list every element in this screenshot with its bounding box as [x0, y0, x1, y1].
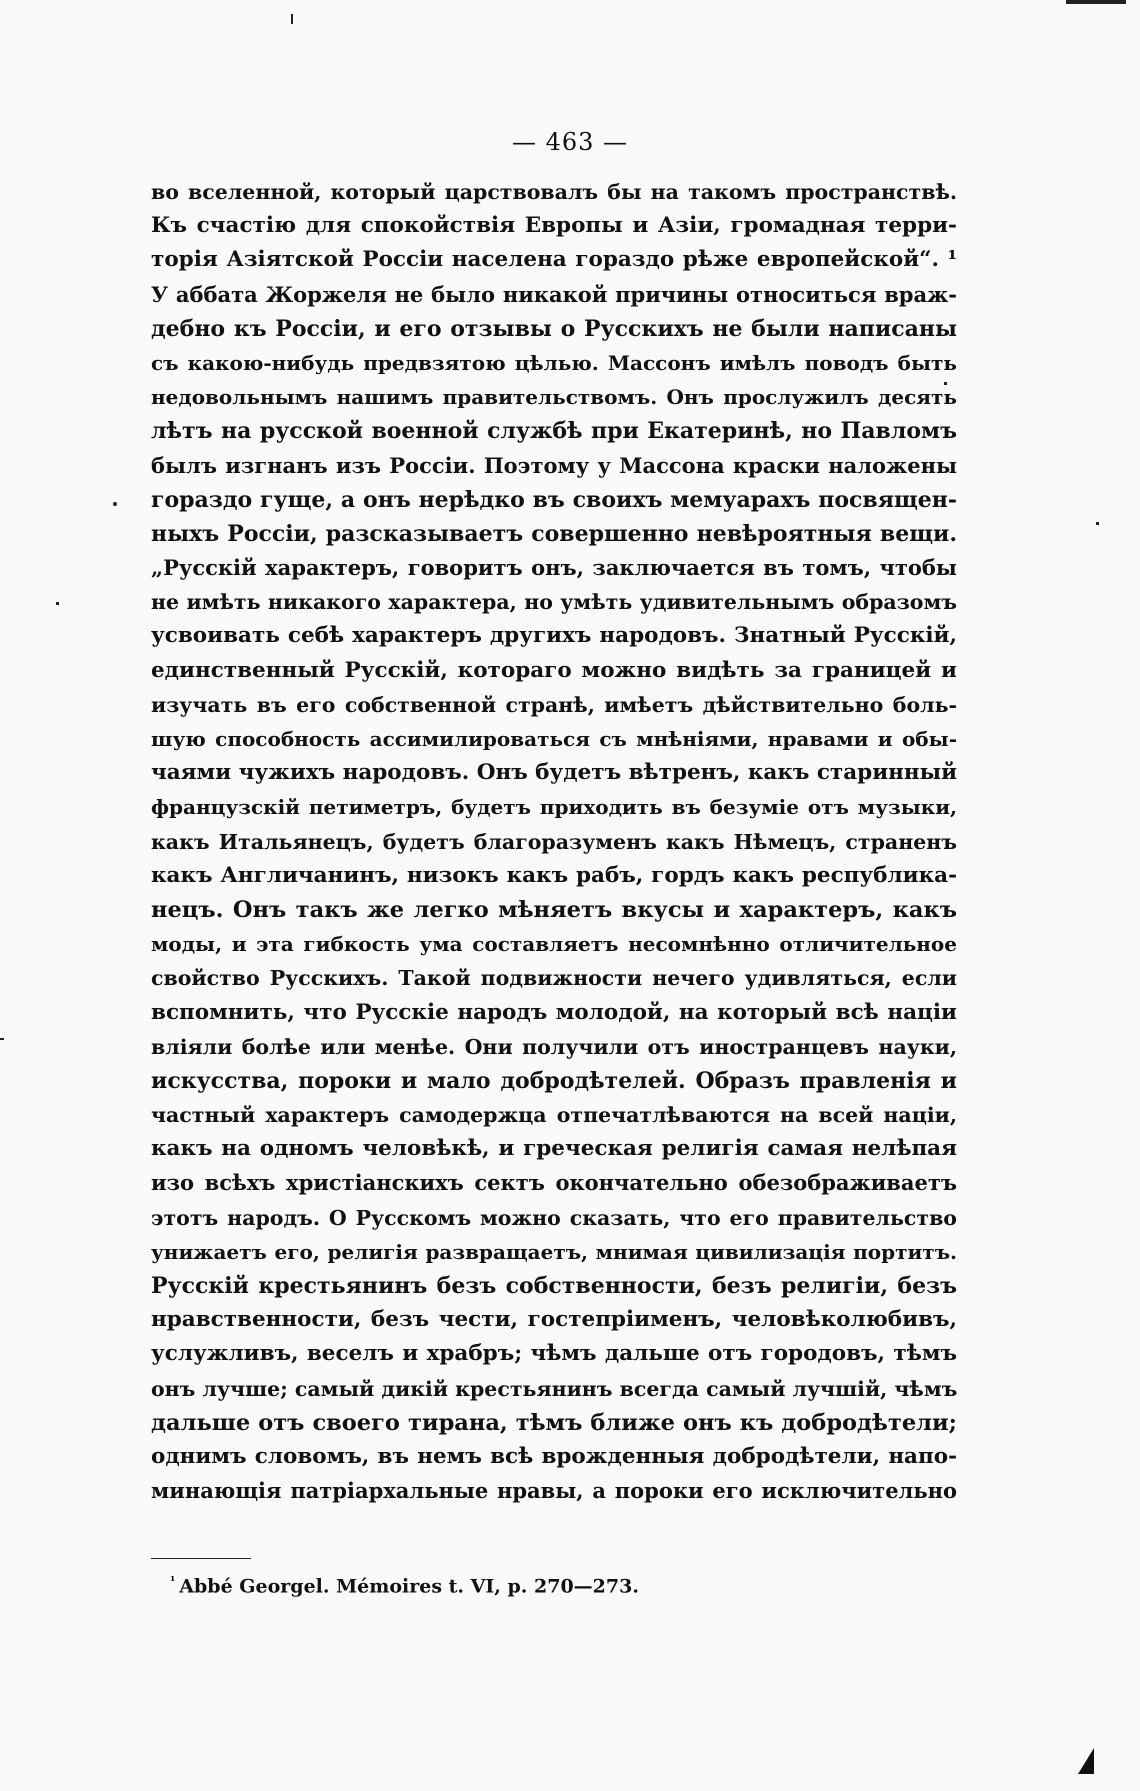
- text-line: гораздо гуще, а онъ нерѣдко въ своихъ мемуарахъ посвящен-: [151, 486, 957, 513]
- text-line: искусства, пороки и мало добродѣтелей. Образъ правленія и: [151, 1067, 957, 1094]
- text-line: торія Азіятской Россіи населена гораздо рѣже европейской“. ¹: [151, 247, 957, 273]
- text-line: французскій петиметръ, будетъ приходить въ безуміе отъ музыки,: [151, 795, 957, 820]
- text-line: нецъ. Онъ такъ же легко мѣняетъ вкусы и характеръ, какъ: [151, 896, 957, 923]
- text-line: изучать въ его собственной странѣ, имѣетъ дѣйствительно боль-: [151, 692, 957, 717]
- footnote: [170, 1574, 639, 1597]
- text-line: изо всѣхъ христіанскихъ сектъ окончательно обезображиваетъ: [151, 1170, 957, 1196]
- scan-speck: [291, 14, 293, 24]
- text-line: съ какою-нибудь предвзятою цѣлью. Массонъ имѣлъ поводъ быть: [151, 350, 957, 375]
- text-line: Русскій крестьянинъ безъ собственности, безъ религіи, безъ: [151, 1273, 957, 1299]
- text-line: чаями чужихъ народовъ. Онъ будетъ вѣтренъ, какъ старинный: [151, 760, 957, 786]
- text-line: Къ счастію для спокойствія Европы и Азіи, громадная терри-: [151, 213, 957, 239]
- text-line: вспомнить, что Русскіе народъ молодой, на который всѣ націи: [151, 999, 957, 1025]
- text-line: не имѣть никакого характера, но умѣть удивительнымъ образомъ: [151, 590, 957, 615]
- text-line: дальше отъ своего тирана, тѣмъ ближе онъ къ добродѣтели;: [151, 1409, 957, 1436]
- text-line: единственный Русскій, котораго можно видѣть за границей и: [151, 657, 957, 683]
- text-line: былъ изгнанъ изъ Россіи. Поэтому у Массона краски наложены: [151, 452, 957, 478]
- scan-speck: [1066, 0, 1126, 4]
- text-line: какъ Итальянецъ, будетъ благоразуменъ какъ Нѣмецъ, страненъ: [151, 829, 957, 854]
- scan-speck: [113, 502, 117, 506]
- text-line: этотъ народъ. О Русскомъ можно сказать, что его правительство: [151, 1205, 957, 1230]
- text-line: свойство Русскихъ. Такой подвижности нечего удивляться, если: [151, 966, 957, 991]
- text-line: нравственности, безъ чести, гостепріименъ, человѣколюбивъ,: [151, 1307, 957, 1333]
- footnote-divider: [151, 1558, 251, 1559]
- scan-speck: [0, 1038, 4, 1040]
- text-line: шую способность ассимилироваться съ мнѣніями, нравами и обы-: [151, 727, 957, 751]
- text-line: У аббата Жоржеля не было никакой причины относиться враж-: [151, 281, 957, 307]
- text-line: вліяли болѣе или менѣе. Они получили отъ иностранцевъ науки,: [151, 1034, 957, 1059]
- text-line: услужливъ, веселъ и храбръ; чѣмъ дальше отъ городовъ, тѣмъ: [151, 1341, 957, 1367]
- text-line: минающія патріархальные нравы, а пороки его исключительно: [151, 1478, 957, 1504]
- text-line: какъ Англичанинъ, низокъ какъ рабъ, гордъ какъ республика-: [151, 862, 957, 888]
- text-line: какъ на одномъ человѣкѣ, и греческая религія самая нелѣпая: [151, 1136, 957, 1162]
- text-line: лѣтъ на русской военной службѣ при Екатеринѣ, но Павломъ: [151, 418, 957, 445]
- text-line: во вселенной, который царствовалъ бы на такомъ пространствѣ.: [151, 180, 957, 204]
- scan-speck: [56, 602, 59, 605]
- text-line: „Русскій характеръ, говоритъ онъ, заключается въ томъ, чтобы: [151, 555, 957, 581]
- corner-mark-icon: [1078, 1748, 1094, 1774]
- page-number: — 463 —: [511, 128, 629, 156]
- footnote-text: Abbé Georgel. Mémoires t. VI, p. 270—273.: [179, 1575, 639, 1598]
- text-line: онъ лучше; самый дикій крестьянинъ всегда самый лучшій, чѣмъ: [151, 1376, 957, 1401]
- body-text: [151, 175, 957, 1508]
- text-line: усвоивать себѣ характеръ другихъ народовъ. Знатный Русскій,: [151, 623, 957, 649]
- text-line: унижаетъ его, религія развращаетъ, мнимая цивилизація портитъ.: [151, 1239, 957, 1264]
- text-line: ныхъ Россіи, разсказываетъ совершенно невѣроятныя вещи.: [151, 520, 957, 547]
- scan-speck: [1096, 522, 1099, 525]
- text-line: дебно къ Россіи, и его отзывы о Русскихъ не были написаны: [151, 315, 957, 342]
- text-line: однимъ словомъ, въ немъ всѣ врожденныя добродѣтели, напо-: [151, 1443, 957, 1469]
- text-line: моды, и эта гибкость ума составляетъ несомнѣнно отличительное: [151, 932, 957, 957]
- text-line: частный характеръ самодержца отпечатлѣваются на всей націи,: [151, 1103, 957, 1128]
- text-line: недовольнымъ нашимъ правительствомъ. Онъ прослужилъ десять: [151, 385, 957, 410]
- footnote-marker: ¹: [170, 1574, 176, 1588]
